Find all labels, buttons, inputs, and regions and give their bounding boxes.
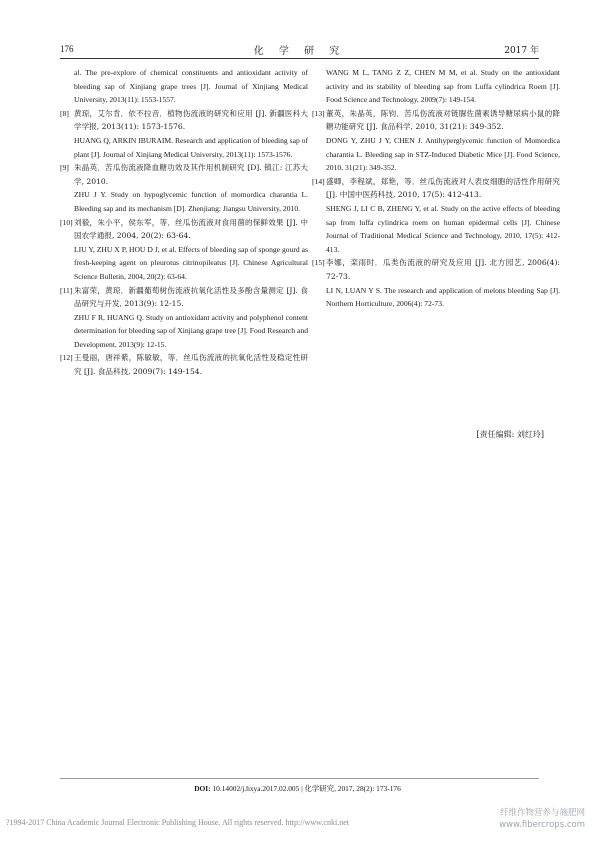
page-number: 176 (60, 44, 74, 54)
reference-number (60, 134, 74, 161)
reference-number (312, 134, 326, 175)
doi-label: DOI: (194, 784, 211, 793)
references-left-column (60, 66, 308, 379)
responsible-editor: [责任编辑: 刘红玲] (476, 430, 544, 439)
reference-entry (60, 311, 308, 352)
reference-entry (60, 243, 308, 284)
reference-entry (60, 216, 308, 243)
reference-text: ZHU J Y. Study on hypoglycemic function of momordica charantia L. Bleeding sap and its mechanism [D]. Zhenjiang: Jiangsu University, 2010. (74, 190, 308, 213)
running-header (60, 42, 539, 58)
reference-text: 王曼丽，唐祥紫，陈敏敏，等．丝瓜伤流液的抗氧化活性及稳定性研究 [J]. 食品科技, 2009(7): 149-154. (74, 353, 308, 377)
journal-title: 化 学 研 究 (253, 46, 346, 57)
reference-number: [10] (60, 217, 73, 227)
reference-number: [12] (60, 353, 73, 363)
reference-entry (60, 107, 308, 134)
doi-value[interactable]: 10.14002/j.hxya.2017.02.005 (212, 784, 300, 793)
reference-number (60, 188, 74, 215)
reference-text: LIU Y, ZHU X P, HOU D J, et al. Effects of bleeding sap of sponge gourd as fresh-keeping agent on pleurotus citrinopileatus [J]. Chinese Agricultural Science Bulletin, 2004, 20(2): 63-64. (74, 244, 308, 281)
reference-text: HUANG Q, ARKIN IBURAIM. Research and application of bleeding sap of plant [J]. Journal of Xinjiang Medical University, 2013(11): 1573-1576. (74, 135, 308, 159)
reference-number (312, 284, 326, 311)
reference-text: WANG M L, TANG Z Z, CHEN M M, et al. Study on the antioxidant activity and its stability of bleeding sap from Luffa cylindrica Roem [J]. Food Science and Technology, 2009(7): 149-154. (326, 68, 560, 105)
reference-text: DONG Y, ZHU J Y, CHEN J. Antihyperglycemic function of Momordica charantia L. Bleeding sap in STZ-Induced Diabetic Mice [J]. Food Science, 2010, 31(21): 349-352. (326, 135, 560, 173)
reference-text: 盛卿，李程斌，郑艳，等．丝瓜伤流液对人表皮细胞的活性作用研究 [J]. 中国中医药科技, 2010, 17(5): 412-413. (326, 176, 560, 200)
reference-entry (312, 202, 560, 256)
reference-number: [11] (60, 285, 73, 295)
watermark-cn: 纤维作物营养与施肥网 (499, 808, 585, 818)
reference-entry (312, 134, 560, 175)
reference-entry (312, 175, 560, 202)
reference-entry (312, 66, 560, 107)
reference-number: [15] (312, 258, 325, 268)
reference-number (312, 66, 326, 107)
reference-text: 朱富荣，黄琼．新疆葡萄树伤流液抗氧化活性及多酚含量测定 [J]. 食品研究与开发, 2013(9): 12-15. (74, 285, 308, 309)
reference-number (312, 202, 326, 256)
reference-text: 朱晶英．苦瓜伤流液降血糖功效及其作用机制研究 [D]. 镇江: 江苏大学, 2010. (74, 163, 308, 186)
watermark-url: www.fibercrops.com (499, 820, 585, 830)
reference-text: 李娜，栾雨时．瓜类伤流液的研究及应用 [J]. 北方园艺, 2006(4): 72-73. (326, 258, 560, 281)
reference-entry (60, 66, 308, 107)
reference-entry (60, 134, 308, 161)
footer: DOI: 10.14002/j.hxya.2017.02.005 | 化学研究, 2017, 28(2): 173-176 (194, 784, 401, 793)
reference-text: 董英，朱晶英，陈钧．苦瓜伤流液对链脲佐菌素诱导糖尿病小鼠的降糖功能研究 [J]. 食品科学, 2010, 31(21): 349-352. (326, 108, 560, 132)
reference-entry (60, 161, 308, 188)
citation: 化学研究, 2017, 28(2): 173-176 (304, 784, 401, 793)
footer-rule (60, 778, 539, 779)
reference-text: ZHU F R, HUANG Q. Study on antioxidant activity and polyphenol content determination for bleeding sap of Xinjiang grape tree [J]. Food Research and Development, 2013(9): 12-15. (74, 312, 308, 349)
reference-number (60, 311, 74, 352)
copyright-notice: ?1994-2017 China Academic Journal Electronic Publishing House. All rights reserved. http://www.cnki.net (6, 818, 349, 827)
header-year: 2017 年 (504, 46, 539, 56)
header-rule (60, 58, 539, 59)
reference-entry (60, 284, 308, 311)
reference-number: [13] (312, 108, 325, 118)
reference-number (60, 243, 74, 284)
watermark (499, 807, 585, 831)
reference-entry (312, 256, 560, 283)
reference-text: LI N, LUAN Y S. The research and application of melons bleeding Sap [J]. Northern Horticulture, 2006(4): 72-73. (326, 285, 560, 309)
reference-text: 刘毅，朱小平，侯东军，等．丝瓜伤流液对食用菌的保鲜效果 [J]. 中国农学通报, 2004, 20(2): 63-64. (74, 217, 308, 241)
reference-entry (312, 107, 560, 134)
reference-entry (312, 284, 560, 311)
references-right-column (312, 66, 560, 311)
reference-number: [14] (312, 176, 325, 186)
reference-text: al. The pre-explore of chemical constituents and antioxidant activity of bleeding sap of Xinjiang grape trees [J]. Journal of Xinjiang Medical University, 2013(11): 1553-1557. (74, 68, 308, 105)
reference-number: [9] (60, 163, 69, 173)
reference-entry (60, 351, 308, 378)
reference-number: [8] (60, 108, 69, 118)
reference-entry (60, 188, 308, 215)
reference-number (60, 66, 74, 107)
reference-text: SHENG J, LI C B, ZHENG Y, et al. Study on the active effects of bleeding sap from luffa cylindrica roem on human epidermal cells [J]. Chinese Journal of Traditional Medical Science and Technology, 2010, 17(5): 412-413. (326, 203, 560, 254)
reference-text: 黄琼，艾尔肯．依不拉音．植物伤流液的研究和应用 [J]. 新疆医科大学学报, 2013(11): 1573-1576. (74, 108, 308, 132)
